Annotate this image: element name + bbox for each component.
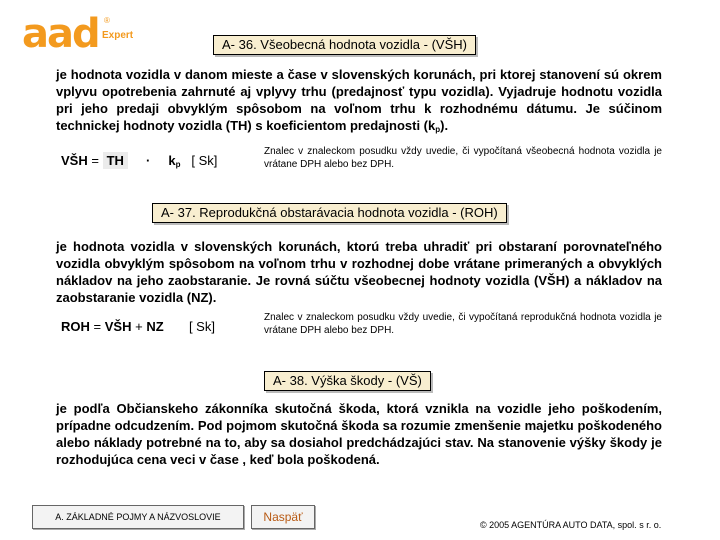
formula-vsh (61, 152, 217, 174)
paragraph-vsh-text: je hodnota vozidla v danom mieste a čase v slovenských korunách, pri ktorej stanovení sú okrem vplyvu opotrebenia zahrnuté aj vplyvy trhu (predajnosť typu vozidla). Vyjadruje hodnotu vozidla pri jeho predaji obvyklým spôsobom na voľnom trhu k rozhodnému dátumu. Je súčinom technickej hodnoty vozidla (TH) s koeficientom predajnosti (k (56, 67, 662, 133)
formula-roh-lhs: ROH (61, 319, 90, 334)
note-roh: Znalec v znaleckom posudku vždy uvedie, či vypočítaná reprodukčná hodnota vozidla je vrátane DPH alebo bez DPH. (264, 312, 662, 336)
formula-roh-nz: NZ (146, 319, 164, 334)
formula-vsh-equals: = (91, 153, 99, 168)
logo-expert-text: Expert (102, 30, 134, 41)
formula-vsh-k (168, 153, 180, 168)
paragraph-vsh-subscript: p (435, 125, 441, 134)
paragraph-vsh (56, 66, 662, 138)
back-button[interactable]: Naspäť (251, 505, 315, 529)
chapter-a-button[interactable]: A. ZÁKLADNÉ POJMY A NÁZVOSLOVIE (32, 505, 244, 529)
formula-roh-vsh: VŠH (104, 319, 132, 334)
formula-roh (61, 318, 215, 336)
formula-vsh-multiply: · (145, 153, 151, 168)
formula-vsh-lhs: VŠH (61, 153, 88, 168)
formula-roh-plus: + (135, 319, 143, 334)
paragraph-vs: je podľa Občianskeho zákonníka skutočná škoda, ktorá vznikla na vozidle jeho poškodením, prípadne odcudzením. Pod pojmom skutočná škoda sa rozumie zmenšenie majetku poškodeného alebo náklady potrebné na to, aby sa dosiahol predchádzajúci stav. Na stanovenie výšky škody je rozhodujúca cena veci v čase , keď bola poškodená. (56, 401, 662, 467)
logo-registered-mark: ® (104, 16, 110, 25)
section-title-vsh: A- 36. Všeobecná hodnota vozidla - (VŠH) (213, 35, 476, 55)
copyright-footer: © 2005 AGENTÚRA AUTO DATA, spol. s r. o. (480, 520, 662, 530)
paragraph-roh: je hodnota vozidla v slovenských korunách, ktorú treba uhradiť pri obstaraní porovnateľného vozidla obvyklým spôsobom na voľnom trhu v rozhodnej dobe vrátane primeraných a obvyklých nákladov na jeho zaobstaranie. Je rovná súčtu všeobecnej hodnoty vozidla (VŠH) a nákladov na zaobstaranie vozidla (NZ). (56, 239, 662, 305)
section-title-roh: A- 37. Reprodukčná obstarávacia hodnota vozidla - (ROH) (152, 203, 507, 223)
logo-main-text: aad (22, 11, 99, 57)
note-vsh: Znalec v znaleckom posudku vždy uvedie, či vypočítaná všeobecná hodnota vozidla je vrátane DPH alebo bez DPH. (264, 146, 662, 170)
section-title-vs: A- 38. Výška škody - (VŠ) (264, 371, 431, 391)
formula-vsh-th: TH (103, 152, 128, 169)
formula-roh-equals: = (93, 319, 102, 334)
formula-roh-unit: [ Sk] (188, 319, 215, 334)
paragraph-vsh-end: ). (440, 118, 449, 133)
formula-vsh-k-subscript: p (175, 160, 181, 169)
aad-expert-logo (22, 11, 142, 60)
formula-vsh-unit: [ Sk] (191, 153, 218, 168)
formula-vsh-k-letter: k (168, 153, 176, 168)
